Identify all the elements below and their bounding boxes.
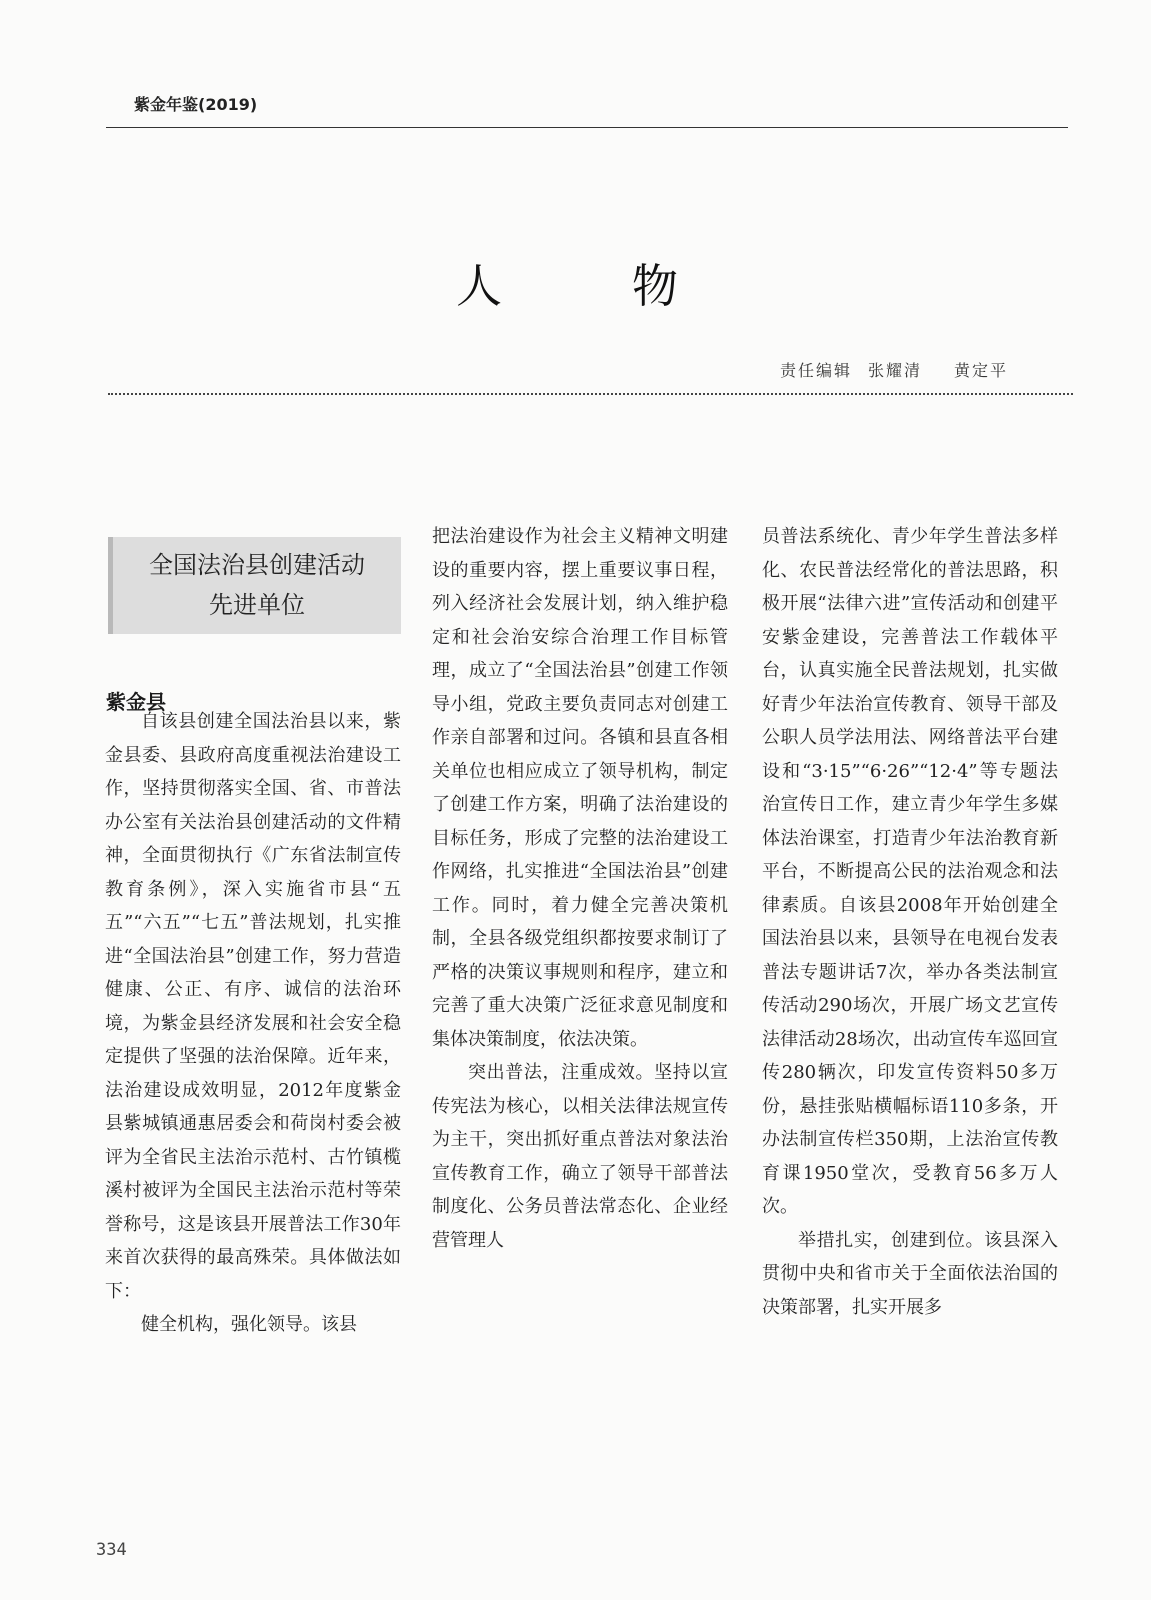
editor-name: 黄定平 (954, 361, 1009, 380)
award-title-line: 先进单位 (209, 591, 305, 619)
header-rule (106, 127, 1068, 128)
section-title: 人物 (456, 259, 808, 313)
page-number: 334 (96, 1540, 127, 1560)
paragraph: 健全机构，强化领导。该县 (141, 1314, 357, 1335)
award-title-line: 全国法治县创建活动 (149, 551, 365, 579)
text-column-1 (105, 705, 401, 1342)
text-column-2 (432, 520, 728, 1257)
paragraph: 员普法系统化、青少年学生普法多样化、农民普法经常化的普法思路，积极开展“法律六进”宣传活动和创建平安紫金建设，完善普法工作载体平台，认真实施全民普法规划，扎实做好青少年法治宣传教育、领导干部及公职人员学法用法、网络普法平台建设和“3·15”“6·26”“12·4”等专题法治宣传日工作，建立青少年学生多媒体法治课室，打造青少年法治教育新平台，不断提高公民的法治观念和法律素质。自该县2008年开始创建全国法治县以来，县领导在电视台发表普法专题讲话7次，举办各类法制宣传活动290场次，开展广场文艺宣传法律活动28场次，出动宣传车巡回宣传280辆次，印发宣传资料50多万份，悬挂张贴横幅标语110多条，开办法制宣传栏350期，上法治宣传教育课1950堂次，受教育56多万人次。 (762, 526, 1058, 1217)
entry-heading: 紫金县 (106, 690, 166, 714)
paragraph: 把法治建设作为社会主义精神文明建设的重要内容，摆上重要议事日程，列入经济社会发展计划，纳入维护稳定和社会治安综合治理工作目标管理，成立了“全国法治县”创建工作领导小组，党政主要负责同志对创建工作亲自部署和过问。各镇和县直各相关单位也相应成立了领导机构，制定了创建工作方案，明确了法治建设的目标任务，形成了完整的法治建设工作网络，扎实推进“全国法治县”创建工作。同时，着力健全完善决策机制，全县各级党组织都按要求制订了严格的决策议事规则和程序，建立和完善了重大决策广泛征求意见制度和集体决策制度，依法决策。 (432, 526, 728, 1050)
text-column-3 (762, 520, 1058, 1324)
paragraph: 自该县创建全国法治县以来，紫金县委、县政府高度重视法治建设工作，坚持贯彻落实全国、省、市普法办公室有关法治县创建活动的文件精神，全面贯彻执行《广东省法制宣传教育条例》，深入实施省市县“五五”“六五”“七五”普法规划，扎实推进“全国法治县”创建工作，努力营造健康、公正、有序、诚信的法治环境，为紫金县经济发展和社会安全稳定提供了坚强的法治保障。近年来，法治建设成效明显，2012年度紫金县紫城镇通惠居委会和荷岗村委会被评为全省民主法治示范村、古竹镇榄溪村被评为全国民主法治示范村等荣誉称号，这是该县开展普法工作30年来首次获得的最高殊荣。具体做法如下： (105, 711, 401, 1302)
running-header-title: 紫金年鉴(2019) (134, 95, 258, 114)
dotted-divider (108, 393, 1073, 395)
paragraph: 突出普法，注重成效。坚持以宣传宪法为核心，以相关法律法规宣传为主干，突出抓好重点普法对象法治宣传教育工作，确立了领导干部普法制度化、公务员普法常态化、企业经营管理人 (432, 1062, 728, 1251)
editor-name: 张耀清 (868, 361, 923, 380)
editors-credit (780, 358, 1008, 381)
award-title-box (108, 537, 401, 634)
editors-label: 责任编辑 (780, 361, 853, 380)
paragraph: 举措扎实，创建到位。该县深入贯彻中央和省市关于全面依法治国的决策部署，扎实开展多 (762, 1229, 1058, 1318)
